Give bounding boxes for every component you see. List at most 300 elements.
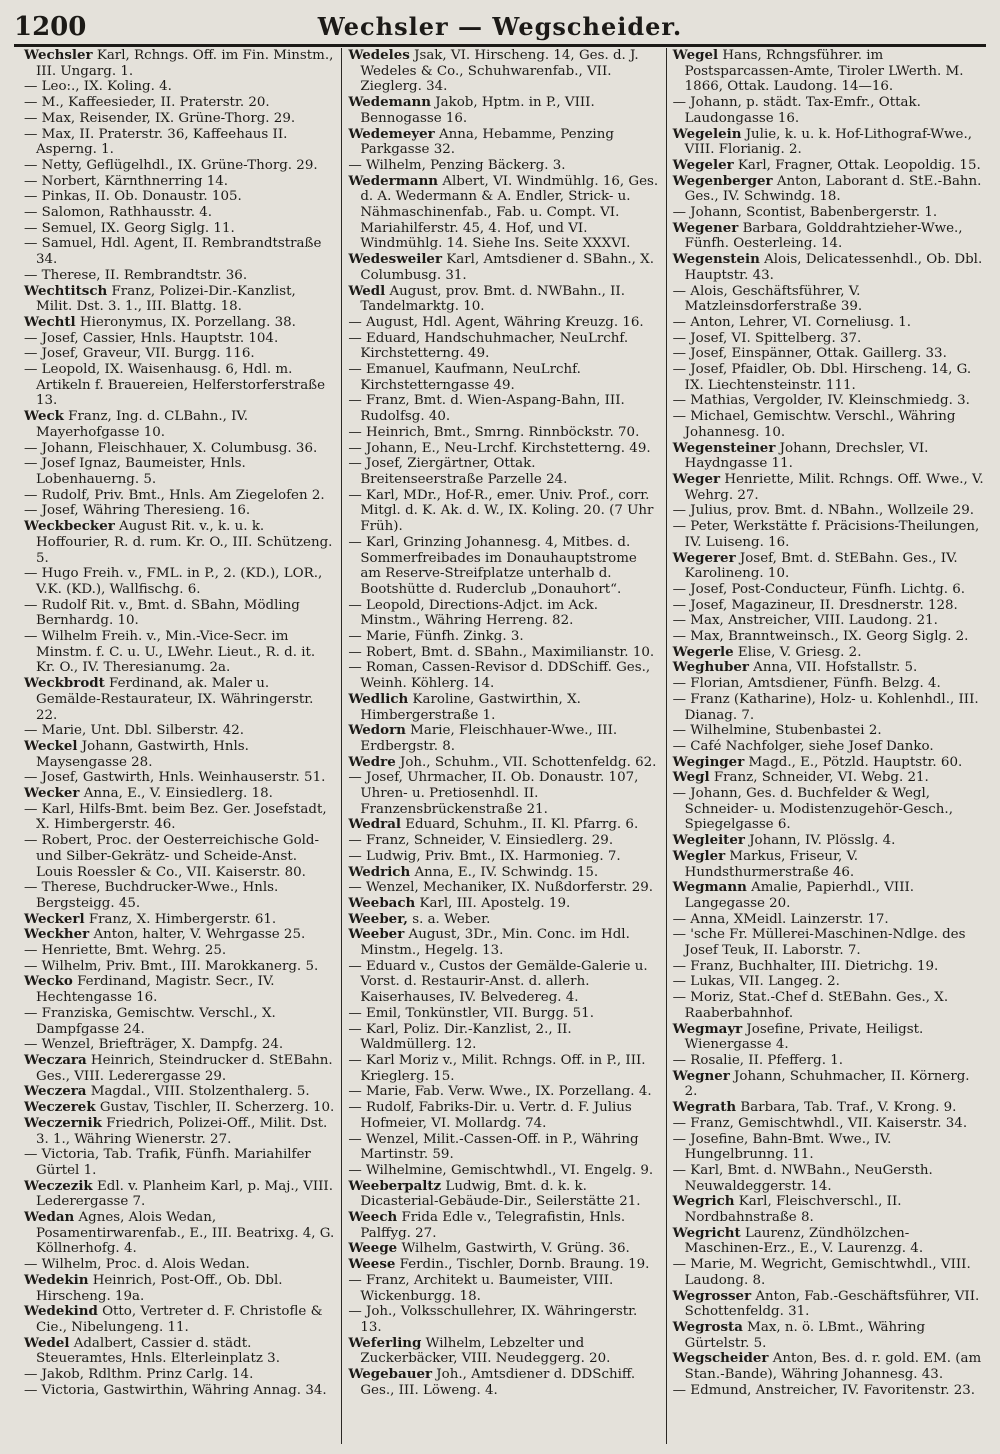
directory-entry xyxy=(673,1116,984,1132)
entry-surname: Wegmann xyxy=(672,879,747,896)
entry-text: Franz, Polizei-Dir.-Kanzlist, Milit. Dst. 3. 1., III. Blattg. 18. xyxy=(36,283,296,315)
directory-entry xyxy=(24,236,335,267)
entry-surname: Wedorn xyxy=(348,722,406,739)
directory-entry xyxy=(673,346,984,362)
entry-text: Anna, Hebamme, Penzing Parkgasse 32. xyxy=(360,126,614,158)
directory-entry xyxy=(348,1100,659,1131)
directory-entry xyxy=(348,692,659,723)
entry-text: Franz, Schneider, VI. Webg. 21. xyxy=(709,770,929,786)
directory-entry xyxy=(348,1132,659,1163)
directory-entry xyxy=(673,959,984,975)
entry-text: Eduard, Schuhm., II. Kl. Pfarrg. 6. xyxy=(400,817,639,833)
entry-surname: Wecker xyxy=(24,785,80,802)
entry-text: Franz, Ing. d. CLBahn., IV. Mayerhofgasse 10. xyxy=(36,409,248,440)
directory-entry xyxy=(673,48,984,95)
directory-entry xyxy=(673,676,984,692)
directory-entry xyxy=(673,1053,984,1069)
entry-surname: Wegner xyxy=(672,1067,730,1084)
entry-text: Anna, VII. Hofstallstr. 5. xyxy=(748,660,918,676)
directory-entry xyxy=(24,409,335,440)
entry-text: — Max, Anstreicher, VIII. Laudong. 21. xyxy=(672,613,938,629)
entry-surname: Weckerl xyxy=(24,910,85,927)
entry-text: — Karl, Poliz. Dir.-Kanzlist, 2., II. Waldmüllerg. 12. xyxy=(348,1021,572,1053)
entry-text: — Josef, Uhrmacher, II. Ob. Donaustr. 107, Uhren- u. Pretiosenhdl. II. Franzensbrückenstraße 21. xyxy=(348,770,639,817)
entry-surname: Wechsler xyxy=(24,48,93,63)
entry-text: August, 3Dr., Min. Conc. im Hdl. Minstm., Hegelg. 13. xyxy=(360,927,630,959)
entry-text: — Josef, Pfaidler, Ob. Dbl. Hirscheng. 14, G. IX. Liechtensteinstr. 111. xyxy=(672,362,972,393)
entry-text: — Peter, Werkstätte f. Präcisions-Theilungen, IV. Luiseng. 16. xyxy=(672,519,980,550)
entry-text: — Moriz, Stat.-Chef d. StEBahn. Ges., X. Raaberbahnhof. xyxy=(672,990,949,1021)
directory-entry xyxy=(673,472,984,503)
directory-entry xyxy=(348,535,659,598)
entry-text: — Johann, p. städt. Tax-Emfr., Ottak. Laudongasse 16. xyxy=(672,95,921,126)
entry-text: — Josef, Post-Conducteur, Fünfh. Lichtg. 6. xyxy=(672,581,965,597)
directory-entry xyxy=(673,927,984,958)
entry-surname: Wegelein xyxy=(672,125,742,142)
entry-surname: Wegerer xyxy=(672,549,736,566)
directory-entry xyxy=(348,362,659,393)
entry-surname: Weferling xyxy=(348,1334,422,1351)
entry-text: — Wilhelmine, Gemischtwhdl., VI. Engelg. 9. xyxy=(348,1162,654,1178)
entry-text: Albert, VI. Windmühlg. 16, Ges. d. A. Wedermann & A. Endler, Strick- u. Nähmaschinenfab., Fab. u. Compt. VI. Mariahilferstr. 45, 4. Hof, und VI. Windmühlg. 14. Siehe Ins. Seite XXXVI. xyxy=(360,173,659,252)
entry-text: — Franz, Architekt u. Baumeister, VIII. Wickenburgg. 18. xyxy=(348,1272,614,1304)
entry-text: — Netty, Geflügelhdl., IX. Grüne-Thorg. 29. xyxy=(24,157,318,173)
entry-text: Marie, Fleischhauer-Wwe., III. Erdbergstr. 8. xyxy=(360,723,618,754)
directory-entry xyxy=(673,1257,984,1288)
directory-entry xyxy=(673,174,984,205)
directory-entry xyxy=(348,1022,659,1053)
entry-text: Johann, IV. Plösslg. 4. xyxy=(744,833,896,849)
directory-entry xyxy=(673,205,984,221)
entry-text: Karoline, Gastwirthin, X. Himbergerstraße 1. xyxy=(360,691,581,723)
directory-entry xyxy=(673,629,984,645)
directory-entry xyxy=(348,1006,659,1022)
entry-surname: Weghuber xyxy=(672,659,749,676)
entry-text: Anton, Laborant d. StE.-Bahn. Ges., IV. Schwindg. 18. xyxy=(684,173,982,205)
directory-entry xyxy=(673,441,984,472)
directory-entry xyxy=(348,158,659,174)
entry-text: — Josefine, Bahn-Bmt. Wwe., IV. Hungelbrunng. 11. xyxy=(672,1131,892,1163)
entry-text: — Pinkas, II. Ob. Donaustr. 105. xyxy=(24,189,242,205)
directory-entry xyxy=(24,48,335,79)
entry-text: — Robert, Proc. der Oesterreichische Gold- und Silber-Gekrätz- und Scheide-Anst. Louis Roessler & Co., VII. Kaiserstr. 80. xyxy=(24,833,320,880)
entry-text: — Johann, E., Neu-Lrchf. Kirchstetterng. 49. xyxy=(348,440,651,456)
directory-entry xyxy=(673,1100,984,1116)
entry-text: — Marie, Fab. Verw. Wwe., IX. Porzellang. 4. xyxy=(348,1084,652,1100)
entry-text: Alois, Delicatessenhdl., Ob. Dbl. Hauptstr. 43. xyxy=(684,252,983,283)
directory-entry xyxy=(348,755,659,771)
directory-entry xyxy=(673,1383,984,1399)
directory-entry xyxy=(348,331,659,362)
entry-surname: Wedl xyxy=(348,282,386,299)
entry-surname: Wegensteiner xyxy=(672,439,776,456)
page-number: 1200 xyxy=(14,12,87,42)
entry-surname: Wegenstein xyxy=(672,251,760,268)
entry-text: Gustav, Tischler, II. Scherzerg. 10. xyxy=(95,1100,335,1116)
entry-text: — Max, II. Praterstr. 36, Kaffeehaus II. Asperng. 1. xyxy=(24,126,288,158)
entry-text: — Florian, Amtsdiener, Fünfh. Belzg. 4. xyxy=(672,676,941,692)
entry-text: — Leopold, IX. Waisenhausg. 6, Hdl. m. Artikeln f. Brauereien, Helferstorferstraße 13. xyxy=(24,362,326,409)
entry-surname: Wedrich xyxy=(348,863,411,880)
directory-entry xyxy=(348,1210,659,1241)
directory-entry xyxy=(673,880,984,911)
directory-entry xyxy=(24,974,335,1005)
entry-text: Ludwig, Bmt. d. k. k. Dicasterial-Gebäude-Dir., Seilerstätte 21. xyxy=(360,1178,641,1210)
directory-entry xyxy=(673,660,984,676)
directory-entry xyxy=(24,1084,335,1100)
columns xyxy=(18,48,990,1444)
entry-surname: Wegel xyxy=(672,48,719,63)
directory-entry xyxy=(348,488,659,535)
entry-surname: Wegeler xyxy=(672,156,734,173)
entry-surname: Wegmayr xyxy=(672,1020,743,1037)
directory-entry xyxy=(24,1336,335,1367)
directory-entry xyxy=(673,613,984,629)
entry-surname: Weebach xyxy=(348,894,416,911)
entry-surname: Wedlich xyxy=(348,690,409,707)
directory-entry xyxy=(348,456,659,487)
directory-entry xyxy=(673,252,984,283)
entry-text: — Franz, Bmt. d. Wien-Aspang-Bahn, III. Rudolfsg. 40. xyxy=(348,393,625,425)
directory-entry xyxy=(24,456,335,487)
entry-text: Wilhelm, Lebzelter und Zuckerbäcker, VIII. Neudeggerg. 20. xyxy=(360,1335,611,1367)
directory-entry xyxy=(24,111,335,127)
entry-text: Laurenz, Zündhölzchen-Maschinen-Erz., E., V. Laurenzg. 4. xyxy=(684,1225,924,1257)
entry-text: — August, Hdl. Agent, Währing Kreuzg. 16. xyxy=(348,314,644,330)
entry-text: — Michael, Gemischtw. Verschl., Währing Johannesg. 10. xyxy=(672,409,956,440)
directory-entry xyxy=(24,1100,335,1116)
entry-text: — Wenzel, Mechaniker, IX. Nußdorferstr. 29. xyxy=(348,880,654,896)
directory-entry xyxy=(24,1367,335,1383)
entry-text: Karl, Fragner, Ottak. Leopoldig. 15. xyxy=(733,157,981,173)
directory-entry xyxy=(673,393,984,409)
entry-text: Frida Edle v., Telegrafistin, Hnls. Palffyg. 27. xyxy=(360,1210,626,1241)
directory-entry xyxy=(348,629,659,645)
directory-entry xyxy=(24,346,335,362)
entry-text: Johann, Drechsler, VI. Haydngasse 11. xyxy=(684,440,929,472)
directory-entry xyxy=(673,912,984,928)
directory-entry xyxy=(24,331,335,347)
directory-entry xyxy=(348,660,659,691)
entry-text: Anton, Bes. d. r. gold. EM. (am Stan.-Bande), Währing Johannesg. 43. xyxy=(684,1351,982,1383)
directory-entry xyxy=(348,1163,659,1179)
entry-surname: Weeberpaltz xyxy=(348,1177,442,1194)
entry-surname: Wegener xyxy=(672,219,739,236)
entry-surname: Weese xyxy=(348,1256,396,1273)
directory-entry xyxy=(348,598,659,629)
entry-text: — Josef, Gastwirth, Hnls. Weinhauserstr. 51. xyxy=(24,770,326,786)
directory-entry xyxy=(24,1053,335,1084)
entry-text: Friedrich, Polizei-Off., Milit. Dst. 3. 1., Währing Wienerstr. 27. xyxy=(36,1115,328,1147)
entry-text: — Roman, Cassen-Revisor d. DDSchiff. Ges., Weinh. Köhlerg. 14. xyxy=(348,660,651,692)
entry-text: — Wenzel, Milit.-Cassen-Off. in P., Währing Martinstr. 59. xyxy=(348,1131,639,1163)
entry-text: — Franz, Buchhalter, III. Dietrichg. 19. xyxy=(672,958,939,974)
entry-text: — Eduard, Handschuhmacher, NeuLrchf. Kirchstetterng. 49. xyxy=(348,330,629,362)
entry-text: — Emanuel, Kaufmann, NeuLrchf. Kirchstetterngasse 49. xyxy=(348,362,581,393)
directory-entry xyxy=(673,221,984,252)
directory-entry xyxy=(24,1257,335,1273)
directory-entry xyxy=(673,755,984,771)
entry-surname: Weckbecker xyxy=(24,518,115,535)
directory-entry xyxy=(24,927,335,943)
column-2 xyxy=(342,48,666,1444)
entry-text: — Josef, Cassier, Hnls. Hauptstr. 104. xyxy=(24,330,279,346)
entry-text: — Marie, M. Wegricht, Gemischtwhdl., VIII. Laudong. 8. xyxy=(672,1257,971,1288)
entry-surname: Wedemeyer xyxy=(348,125,435,142)
entry-text: Edl. v. Planheim Karl, p. Maj., VIII. Lederergasse 7. xyxy=(36,1178,333,1210)
directory-entry xyxy=(24,1006,335,1037)
entry-text: Joh., Amtsdiener d. DDSchiff. Ges., III. Löweng. 4. xyxy=(360,1367,636,1398)
entry-text: Karl, III. Apostelg. 19. xyxy=(415,895,571,911)
entry-surname: Wedeles xyxy=(348,48,410,63)
directory-entry xyxy=(673,1320,984,1351)
entry-text: Ferdinand, Magistr. Secr., IV. Hechtengasse 16. xyxy=(36,974,275,1006)
directory-entry xyxy=(348,284,659,315)
entry-text: Anton, Fab.-Geschäftsführer, VII. Schottenfeldg. 31. xyxy=(684,1288,980,1320)
entry-text: — Joh., Volksschullehrer, IX. Währingerstr. 13. xyxy=(348,1304,638,1335)
directory-entry xyxy=(348,1367,659,1398)
entry-text: — Wilhelm, Proc. d. Alois Wedan. xyxy=(24,1257,250,1273)
page-header xyxy=(14,10,986,47)
entry-text: August, prov. Bmt. d. NWBahn., II. Tandelmarktg. 10. xyxy=(360,283,625,315)
entry-surname: Wedemann xyxy=(348,94,431,111)
directory-entry xyxy=(673,409,984,440)
entry-text: Johann, Gastwirth, Hnls. Maysengasse 28. xyxy=(36,738,249,770)
directory-entry xyxy=(348,645,659,661)
entry-text: Franz, X. Himbergerstr. 61. xyxy=(84,911,277,927)
directory-entry xyxy=(348,441,659,457)
entry-surname: Weeber, xyxy=(348,910,408,927)
directory-entry xyxy=(24,739,335,770)
entry-text: — Marie, Unt. Dbl. Silberstr. 42. xyxy=(24,723,244,739)
entry-text: — Lukas, VII. Langeg. 2. xyxy=(672,974,840,990)
entry-text: Ferdinand, ak. Maler u. Gemälde-Restaurateur, IX. Währingerstr. 22. xyxy=(36,676,314,723)
entry-text: — Marie, Fünfh. Zinkg. 3. xyxy=(348,629,524,645)
entry-text: — Karl, MDr., Hof-R., emer. Univ. Prof., corr. Mitgl. d. K. Ak. d. W., IX. Koling. 20. (7 Uhr Früh). xyxy=(348,487,654,535)
directory-entry xyxy=(24,1304,335,1335)
entry-surname: Wedre xyxy=(348,753,396,770)
directory-entry xyxy=(673,519,984,550)
directory-entry xyxy=(348,723,659,754)
entry-text: — Wilhelm Freih. v., Min.-Vice-Secr. im Minstm. f. C. u. U., LWehr. Lieut., R. d. it. Kr. O., IV. Theresianumg. 2a. xyxy=(24,629,316,676)
entry-text: Johann, Schuhmacher, II. Körnerg. 2. xyxy=(684,1068,970,1100)
entry-surname: Wegenberger xyxy=(672,172,773,189)
entry-text: — Edmund, Anstreicher, IV. Favoritenstr. 23. xyxy=(672,1382,976,1398)
entry-text: — Josef, Magazineur, II. Dresdnerstr. 128. xyxy=(672,597,958,613)
directory-entry xyxy=(24,158,335,174)
directory-entry xyxy=(673,158,984,174)
directory-entry xyxy=(673,974,984,990)
directory-entry xyxy=(348,1053,659,1084)
directory-entry xyxy=(24,488,335,504)
entry-text: Joh., Schuhm., VII. Schottenfeldg. 62. xyxy=(395,754,657,770)
entry-surname: Wedermann xyxy=(348,172,439,189)
entry-surname: Weckher xyxy=(24,926,90,943)
entry-text: August Rit. v., k. u. k. Hoffourier, R. d. rum. Kr. O., III. Schützeng. 5. xyxy=(36,519,333,566)
entry-text: — Anna, XMeidl. Lainzerstr. 17. xyxy=(672,911,889,927)
directory-entry xyxy=(24,1147,335,1178)
directory-entry xyxy=(24,1210,335,1257)
entry-text: — Josef, VI. Spittelberg. 37. xyxy=(672,330,862,346)
directory-entry xyxy=(348,425,659,441)
directory-entry xyxy=(673,770,984,786)
entry-text: Elise, V. Griesg. 2. xyxy=(733,644,862,660)
entry-surname: Wedel xyxy=(24,1334,70,1351)
entry-text: — Café Nachfolger, siehe Josef Danko. xyxy=(672,738,934,754)
directory-entry xyxy=(348,880,659,896)
directory-entry xyxy=(24,880,335,911)
entry-surname: Weczernik xyxy=(24,1114,102,1131)
directory-entry xyxy=(673,1163,984,1194)
directory-entry xyxy=(24,802,335,833)
directory-entry xyxy=(673,1351,984,1382)
entry-text: Amalie, Papierhdl., VIII. Langegasse 20. xyxy=(684,880,915,911)
directory-entry xyxy=(24,268,335,284)
entry-surname: Weginger xyxy=(672,753,745,770)
entry-surname: Weckel xyxy=(24,737,78,754)
directory-entry xyxy=(673,1226,984,1257)
directory-entry xyxy=(24,284,335,315)
directory-entry xyxy=(24,127,335,158)
running-head: Wechsler — Wegscheider. xyxy=(317,12,683,41)
entry-surname: Weck xyxy=(24,408,64,425)
entry-surname: Wedan xyxy=(24,1209,75,1226)
directory-entry xyxy=(348,959,659,1006)
entry-text: — M., Kaffeesieder, II. Praterstr. 20. xyxy=(24,95,270,111)
entry-surname: Weczerek xyxy=(24,1099,96,1116)
directory-entry xyxy=(348,1179,659,1210)
entry-text: — Rudolf, Priv. Bmt., Hnls. Am Ziegelofen 2. xyxy=(24,487,325,503)
entry-text: Anna, E., V. Einsiedlerg. 18. xyxy=(79,786,273,802)
entry-surname: Weech xyxy=(348,1209,398,1226)
entry-surname: Wedral xyxy=(348,816,401,833)
entry-text: Markus, Friseur, V. Hundsthurmerstraße 46. xyxy=(684,848,859,880)
entry-surname: Wedesweiler xyxy=(348,251,443,268)
directory-entry xyxy=(24,566,335,597)
entry-surname: Weckbrodt xyxy=(24,675,105,692)
directory-entry xyxy=(24,315,335,331)
entry-surname: Wechtitsch xyxy=(24,282,108,299)
entry-text: — Wilhelm, Priv. Bmt., III. Marokkanerg. 5. xyxy=(24,958,319,974)
entry-surname: Wegrosser xyxy=(672,1287,752,1304)
entry-text: Barbara, Tab. Traf., V. Krong. 9. xyxy=(736,1100,957,1116)
directory-entry xyxy=(348,315,659,331)
entry-surname: Wegler xyxy=(672,847,726,864)
directory-entry xyxy=(348,770,659,817)
directory-entry xyxy=(24,503,335,519)
entry-text: — Mathias, Vergolder, IV. Kleinschmiedg. 3. xyxy=(672,393,970,409)
directory-entry xyxy=(24,770,335,786)
directory-entry xyxy=(673,833,984,849)
directory-entry xyxy=(348,95,659,126)
directory-entry xyxy=(24,441,335,457)
directory-entry xyxy=(673,739,984,755)
directory-entry xyxy=(24,174,335,190)
entry-surname: Wechtl xyxy=(24,313,76,330)
directory-entry xyxy=(673,692,984,723)
directory-entry xyxy=(673,331,984,347)
directory-entry xyxy=(348,1257,659,1273)
directory-entry xyxy=(673,849,984,880)
directory-entry xyxy=(24,1273,335,1304)
entry-surname: Wegrath xyxy=(672,1099,737,1116)
entry-text: — Karl, Hilfs-Bmt. beim Bez. Ger. Josefstadt, X. Himbergerstr. 46. xyxy=(24,801,327,833)
entry-text: Otto, Vertreter d. F. Christofle & Cie., Nibelungeng. 11. xyxy=(36,1304,323,1335)
entry-text: Magd., E., Pötzld. Hauptstr. 60. xyxy=(744,754,963,770)
directory-entry xyxy=(24,786,335,802)
directory-entry xyxy=(24,1179,335,1210)
directory-entry xyxy=(24,221,335,237)
directory-entry xyxy=(24,598,335,629)
entry-text: — Norbert, Kärnthnerring 14. xyxy=(24,173,229,189)
entry-text: — Johann, Ges. d. Buchfelder & Wegl, Schneider- u. Modistenzugehör-Gesch., Spiegelgasse 6. xyxy=(672,786,953,833)
entry-text: — Henriette, Bmt. Wehrg. 25. xyxy=(24,943,227,959)
entry-text: Wilhelm, Gastwirth, V. Grüng. 36. xyxy=(397,1241,630,1257)
entry-text: Max, n. ö. LBmt., Währing Gürtelstr. 5. xyxy=(684,1319,926,1351)
entry-surname: Wecko xyxy=(24,973,73,990)
entry-text: Hans, Rchngsführer. im Postsparcassen-Amte, Tiroler LWerth. M. 1866, Ottak. Laudong. 14—16. xyxy=(684,48,964,95)
directory-entry xyxy=(673,990,984,1021)
directory-entry xyxy=(673,127,984,158)
entry-text: — Franz (Katharine), Holz- u. Kohlenhdl., III. Dianag. 7. xyxy=(672,691,979,723)
entry-text: — Semuel, IX. Georg Siglg. 11. xyxy=(24,220,235,236)
entry-text: — Victoria, Gastwirthin, Währing Annag. 34. xyxy=(24,1382,327,1398)
directory-entry xyxy=(348,252,659,283)
directory-entry xyxy=(673,1069,984,1100)
entry-surname: Wegrosta xyxy=(672,1318,743,1335)
entry-text: Karl, Amtsdiener d. SBahn., X. Columbusg. 31. xyxy=(360,252,654,283)
entry-text: — Josef, Ziergärtner, Ottak. Breitenseerstraße Parzelle 24. xyxy=(348,456,568,487)
entry-text: Heinrich, Steindrucker d. StEBahn. Ges., VIII. Lederergasse 29. xyxy=(36,1053,333,1084)
directory-entry xyxy=(24,1383,335,1399)
directory-entry xyxy=(24,1116,335,1147)
entry-text: — Rudolf, Fabriks-Dir. u. Vertr. d. F. Julius Hofmeier, VI. Mollardg. 74. xyxy=(348,1100,632,1131)
directory-entry xyxy=(24,79,335,95)
entry-surname: Weeber xyxy=(348,926,405,943)
directory-entry xyxy=(24,629,335,676)
directory-entry xyxy=(24,362,335,409)
entry-text: Anton, halter, V. Wehrgasse 25. xyxy=(89,927,306,943)
entry-text: — Karl, Grinzing Johannesg. 4, Mitbes. d. Sommerfreibades im Donauhauptstrome am Reserve-Streifplatze unterhalb d. Bootshütte d. Ruderclub „Donauhort“. xyxy=(348,534,637,597)
entry-text: — Wilhelm, Penzing Bäckerg. 3. xyxy=(348,157,566,173)
directory-entry xyxy=(24,833,335,880)
entry-text: — Johann, Scontist, Babenbergerstr. 1. xyxy=(672,205,938,221)
entry-text: Karl, Rchngs. Off. im Fin. Minstm., III. Ungarg. 1. xyxy=(36,48,334,79)
entry-surname: Wegrich xyxy=(672,1193,735,1210)
entry-text: Henriette, Milit. Rchngs. Off. Wwe., V. Wehrg. 27. xyxy=(684,471,984,503)
entry-surname: Wegscheider xyxy=(672,1350,769,1367)
directory-entry xyxy=(24,676,335,723)
entry-surname: Weege xyxy=(348,1240,398,1257)
directory-entry xyxy=(24,95,335,111)
directory-entry xyxy=(673,95,984,126)
entry-text: — 'sche Fr. Müllerei-Maschinen-Ndlge. des Josef Teuk, II. Laborstr. 7. xyxy=(672,927,966,959)
entry-text: — Max, Branntweinsch., IX. Georg Siglg. 2. xyxy=(672,629,969,645)
entry-text: — Josef, Währing Theresieng. 16. xyxy=(24,503,251,519)
entry-text: — Karl, Bmt. d. NWBahn., NeuGersth. Neuwaldeggerstr. 14. xyxy=(672,1162,933,1194)
entry-text: — Josef Ignaz, Baumeister, Hnls. Lobenhauerng. 5. xyxy=(24,456,246,487)
directory-entry xyxy=(24,959,335,975)
entry-text: — Samuel, Hdl. Agent, II. Rembrandtstraße 34. xyxy=(24,236,322,268)
entry-text: Josef, Bmt. d. StEBahn. Ges., IV. Karolineng. 10. xyxy=(684,550,958,582)
directory-entry xyxy=(24,723,335,739)
directory-entry xyxy=(348,174,659,253)
entry-text: — Rudolf Rit. v., Bmt. d. SBahn, Mödling Bernhardg. 10. xyxy=(24,597,300,629)
directory-entry xyxy=(24,519,335,566)
entry-surname: Wegerle xyxy=(672,643,734,660)
entry-text: — Alois, Geschäftsführer, V. Matzleinsdorferstraße 39. xyxy=(672,283,863,315)
entry-surname: Wedekind xyxy=(24,1303,98,1320)
